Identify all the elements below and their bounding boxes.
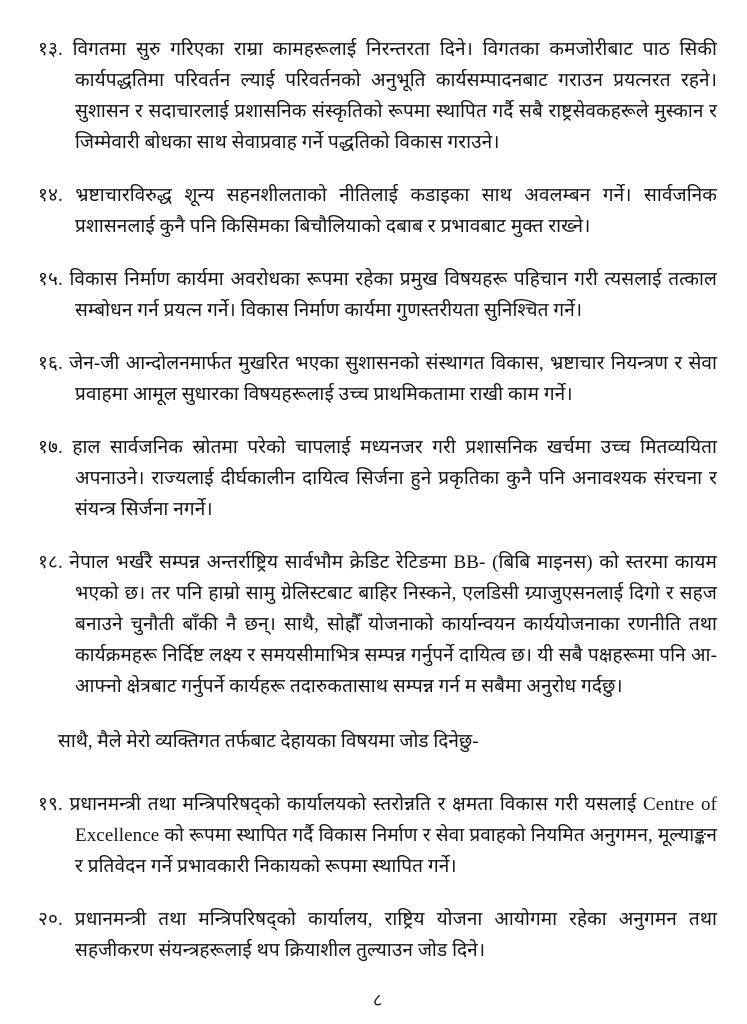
- item-15-number: १५.: [38, 269, 70, 290]
- item-17-text: हाल सार्वजनिक स्रोतमा परेको चापलाई मध्यनजर गरी प्रशासनिक खर्चमा उच्च मितव्ययिता अपनाउने। राज्यलाई दीर्घकालीन दायित्व सिर्जना हुने प्रकृतिका कुनै पनि अनावश्यक संरचना र संयन्त्र सिर्जना नगर्ने।: [72, 437, 717, 520]
- item-19-text: प्रधानमन्त्री तथा मन्त्रिपरिषद्को कार्यालयको स्तरोन्नति र क्षमता विकास गरी यसलाई Centre of Excellence को रूपमा स्थापित गर्दै विकास निर्माण र सेवा प्रवाहको नियमित अनुगमन, मूल्याङ्कन र प्रतिवेदन गर्ने प्रभावकारी निकायको रूपमा स्थापित गर्ने।: [69, 794, 717, 877]
- item-19-number: १९.: [38, 794, 70, 815]
- item-20-number: २०.: [38, 909, 75, 930]
- list-item-19: [38, 789, 717, 882]
- item-20-text: प्रधानमन्त्री तथा मन्त्रिपरिषद्को कार्यालय, राष्ट्रिय योजना आयोगमा रहेका अनुगमन तथा सहजीकरण संयन्त्रहरूलाई थप क्रियाशील तुल्याउन जोड दिने।: [74, 909, 717, 961]
- list-item-15: [38, 264, 717, 326]
- list-item-20: [38, 904, 717, 966]
- item-16-number: १६.: [38, 353, 70, 374]
- list-item-18: [38, 547, 717, 702]
- list-item-14: [38, 180, 717, 242]
- list-item-13: [38, 34, 717, 158]
- item-18-text: नेपाल भर्खरै सम्पन्न अन्तर्राष्ट्रिय सार्वभौम क्रेडिट रेटिङमा BB- (बिबि माइनस) को स्तरमा कायम भएको छ। तर पनि हाम्रो सामु ग्रेलिस्टबाट बाहिर निस्कने, एलडिसी ग्र्याजुएसनलाई दिगो र सहज बनाउने चुनौती बाँकी नै छन्। साथै, सोह्रौँ योजनाको कार्यान्वयन कार्ययोजनाका रणनीति तथा कार्यक्रमहरू निर्दिष्ट लक्ष्य र समयसीमाभित्र सम्पन्न गर्नुपर्ने दायित्व छ। यी सबै पक्षहरूमा पनि आ-आफ्नो क्षेत्रबाट गर्नुपर्ने कार्यहरू तदारुकतासाथ सम्पन्न गर्न म सबैमा अनुरोध गर्दछु।: [69, 552, 717, 697]
- item-14-number: १४.: [38, 185, 76, 206]
- item-14-text: भ्रष्टाचारविरुद्ध शून्य सहनशीलताको नीतिलाई कडाइका साथ अवलम्बन गर्ने। सार्वजनिक प्रशासनलाई कुनै पनि किसिमका बिचौलियाको दबाब र प्रभावबाट मुक्त राख्ने।: [75, 185, 717, 237]
- item-15-text: विकास निर्माण कार्यमा अवरोधका रूपमा रहेका प्रमुख विषयहरू पहिचान गरी त्यसलाई तत्काल सम्बोधन गर्न प्रयत्न गर्ने। विकास निर्माण कार्यमा गुणस्तरीयता सुनिश्चित गर्ने।: [69, 269, 717, 321]
- item-17-number: १७.: [38, 437, 73, 458]
- item-16-text: जेन-जी आन्दोलनमार्फत मुखरित भएका सुशासनको संस्थागत विकास, भ्रष्टाचार नियन्त्रण र सेवा प्रवाहमा आमूल सुधारका विषयहरूलाई उच्च प्राथमिकतामा राखी काम गर्ने।: [69, 353, 717, 405]
- list-item-17: [38, 432, 717, 525]
- item-18-number: १८.: [38, 552, 70, 573]
- item-13-number: १३.: [38, 39, 73, 60]
- item-13-text: विगतमा सुरु गरिएका राम्रा कामहरूलाई निरन्तरता दिने। विगतका कमजोरीबाट पाठ सिकी कार्यपद्धतिमा परिवर्तन ल्याई परिवर्तनको अनुभूति कार्यसम्पादनबाट गराउन प्रयत्नरत रहने। सुशासन र सदाचारलाई प्रशासनिक संस्कृतिको रूपमा स्थापित गर्दै सबै राष्ट्रसेवकहरूले मुस्कान र जिम्मेवारी बोधका साथ सेवाप्रवाह गर्ने पद्धतिको विकास गराउने।: [72, 39, 717, 153]
- page-number: ८: [372, 990, 383, 1010]
- list-item-16: [38, 348, 717, 410]
- closing-remark: साथै, मैले मेरो व्यक्तिगत तर्फबाट देहायका विषयमा जोड दिनेछु-: [58, 731, 479, 752]
